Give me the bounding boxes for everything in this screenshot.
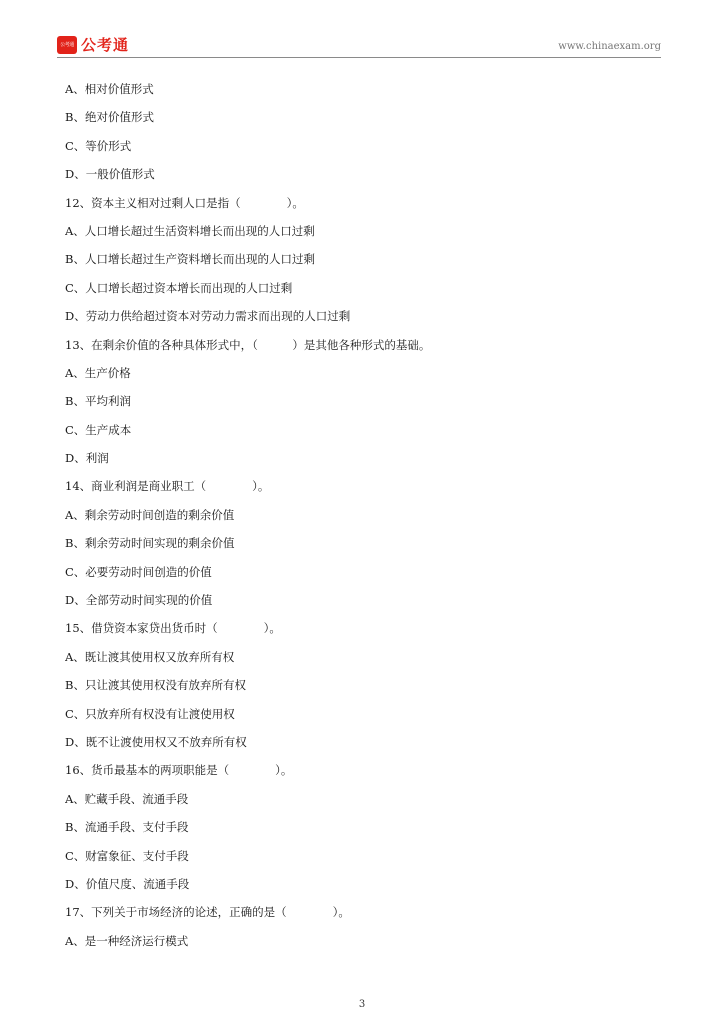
option-d-q13: D、利润 bbox=[65, 451, 109, 466]
question-17: 17、下列关于市场经济的论述，正确的是（ ）。 bbox=[65, 905, 350, 920]
option-d-q15: D、既不让渡使用权又不放弃所有权 bbox=[65, 734, 247, 749]
question-14: 14、商业利润是商业职工（ ）。 bbox=[65, 479, 270, 494]
question-12: 12、资本主义相对过剩人口是指（ ）。 bbox=[65, 195, 304, 210]
option-c-q11: C、等价形式 bbox=[65, 138, 132, 153]
logo bbox=[57, 36, 129, 54]
option-d-q12: D、劳动力供给超过资本对劳动力需求而出现的人口过剩 bbox=[65, 309, 351, 324]
option-a-q14: A、剩余劳动时间创造的剩余价值 bbox=[65, 507, 235, 522]
option-b-q15: B、只让渡其使用权没有放弃所有权 bbox=[65, 678, 246, 693]
site-url: www.chinaexam.org bbox=[558, 41, 661, 52]
option-a-q13: A、生产价格 bbox=[65, 365, 131, 380]
question-16: 16、货币最基本的两项职能是（ ）。 bbox=[65, 763, 293, 778]
option-b-q16: B、流通手段、支付手段 bbox=[65, 820, 189, 835]
option-d-q14: D、全部劳动时间实现的价值 bbox=[65, 593, 213, 608]
option-b-q12: B、人口增长超过生产资料增长而出现的人口过剩 bbox=[65, 252, 315, 267]
option-a-q16: A、贮藏手段、流通手段 bbox=[65, 791, 189, 806]
logo-mark: 公考通 bbox=[57, 36, 77, 54]
option-a-q17: A、是一种经济运行模式 bbox=[65, 933, 189, 948]
option-c-q16: C、财富象征、支付手段 bbox=[65, 848, 189, 863]
option-a-q15: A、既让渡其使用权又放弃所有权 bbox=[65, 649, 235, 664]
option-b-q11: B、绝对价值形式 bbox=[65, 110, 154, 125]
option-c-q13: C、生产成本 bbox=[65, 422, 132, 437]
option-b-q13: B、平均利润 bbox=[65, 394, 131, 409]
option-c-q15: C、只放弃所有权没有让渡使用权 bbox=[65, 706, 235, 721]
page-number: 3 bbox=[358, 999, 366, 1010]
question-15: 15、借贷资本家贷出货币时（ ）。 bbox=[65, 621, 281, 636]
logo-text: 公考通 bbox=[81, 36, 130, 54]
question-content bbox=[65, 80, 665, 960]
option-d-q11: D、一般价值形式 bbox=[65, 167, 155, 182]
option-a-q12: A、人口增长超过生活资料增长而出现的人口过剩 bbox=[65, 223, 315, 238]
question-13: 13、在剩余价值的各种具体形式中，（ ）是其他各种形式的基础。 bbox=[65, 337, 431, 352]
page-header bbox=[57, 33, 661, 58]
option-c-q12: C、人口增长超过资本增长而出现的人口过剩 bbox=[65, 280, 293, 295]
option-c-q14: C、必要劳动时间创造的价值 bbox=[65, 564, 212, 579]
option-d-q16: D、价值尺度、流通手段 bbox=[65, 876, 190, 891]
option-a-q11: A、相对价值形式 bbox=[65, 82, 154, 96]
option-b-q14: B、剩余劳动时间实现的剩余价值 bbox=[65, 536, 235, 551]
